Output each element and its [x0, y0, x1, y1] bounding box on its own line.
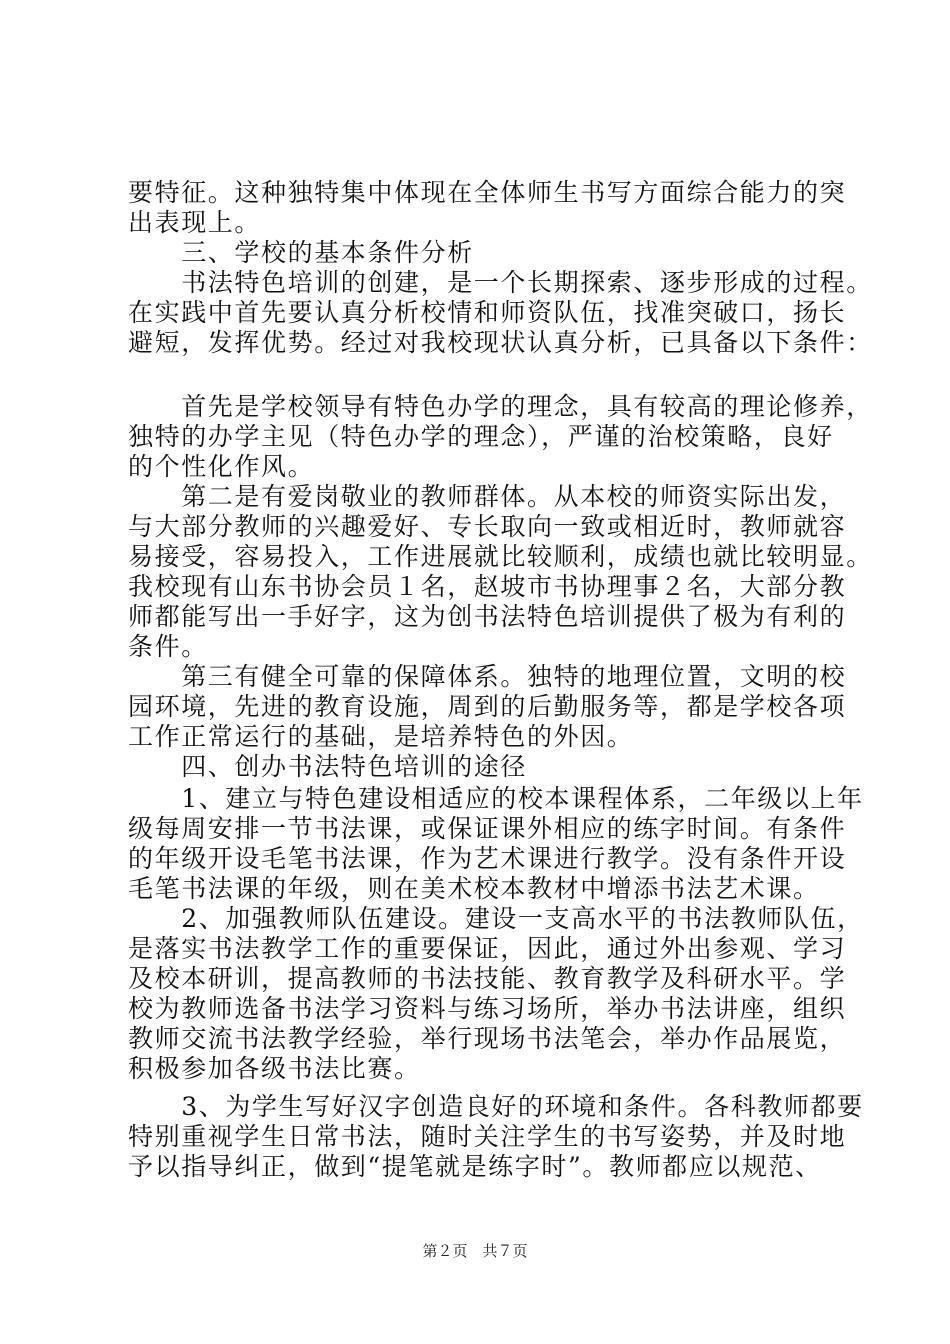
text-line: 校为教师选备书法学习资料与练习场所，举办书法讲座，组织	[128, 994, 847, 1023]
text-line: 2、加强教师队伍建设。建设一支高水平的书法教师队伍，	[128, 904, 864, 933]
text-line: 我校现有山东书协会员１名，赵坡市书协理事２名，大部分教	[128, 572, 847, 601]
text-line: 教师交流书法教学经验，举行现场书法笔会，举办作品展览，	[128, 1024, 847, 1053]
text-line: 出表现上。	[128, 208, 262, 237]
text-line: 工作正常运行的基础，是培养特色的外因。	[128, 722, 634, 751]
text-line: 条件。	[128, 632, 208, 661]
text-line: 是落实书法教学工作的重要保证，因此，通过外出参观、学习	[128, 934, 847, 963]
text-line: 要特征。这种独特集中体现在全体师生书写方面综合能力的突	[128, 178, 847, 207]
text-line: 书法特色培训的创建，是一个长期探索、逐步形成的过程。	[128, 268, 873, 297]
text-line: 师都能写出一手好字，这为创书法特色培训提供了极为有利的	[128, 602, 847, 631]
text-line: 独特的办学主见（特色办学的理念），严谨的治校策略，良好	[128, 422, 834, 451]
text-line: 毛笔书法课的年级，则在美术校本教材中增添书法艺术课。	[128, 874, 820, 903]
text-line: 第三有健全可靠的保障体系。独特的地理位置，文明的校	[128, 662, 847, 691]
text-line: 首先是学校领导有特色办学的理念，具有较高的理论修养，	[128, 392, 873, 421]
page-number-footer: 第２页 共７页	[422, 1242, 528, 1260]
text-line: 的年级开设毛笔书法课，作为艺术课进行教学。没有条件开设	[128, 844, 847, 873]
section-heading: 四、创办书法特色培训的途径	[128, 752, 528, 781]
text-line: 予以指导纠正，做到“提笔就是练字时”。教师都应以规范、	[128, 1152, 822, 1181]
text-line: 与大部分教师的兴趣爱好、专长取向一致或相近时，教师就容	[128, 512, 847, 541]
text-line: 园环境，先进的教育设施，周到的后勤服务等，都是学校各项	[128, 692, 847, 721]
text-line: 避短，发挥优势。经过对我校现状认真分析，已具备以下条件：	[128, 328, 873, 357]
text-line: 的个性化作风。	[128, 452, 315, 481]
text-line: 及校本研训，提高教师的书法技能、教育教学及科研水平。学	[128, 964, 847, 993]
text-line: 特别重视学生日常书法，随时关注学生的书写姿势，并及时地	[128, 1122, 847, 1151]
text-line: 第二是有爱岗敬业的教师群体。从本校的师资实际出发，	[128, 482, 847, 511]
text-line: 1、建立与特色建设相适应的校本课程体系，二年级以上年	[128, 784, 864, 813]
text-line: 易接受，容易投入，工作进展就比较顺利，成绩也就比较明显。	[128, 542, 873, 571]
text-line: 3、为学生写好汉字创造良好的环境和条件。各科教师都要	[128, 1092, 864, 1121]
text-line: 在实践中首先要认真分析校情和师资队伍，找准突破口，扬长	[128, 298, 847, 327]
text-line: 积极参加各级书法比赛。	[128, 1054, 421, 1083]
text-line: 级每周安排一节书法课，或保证课外相应的练字时间。有条件	[128, 814, 847, 843]
section-heading: 三、学校的基本条件分析	[128, 238, 474, 267]
